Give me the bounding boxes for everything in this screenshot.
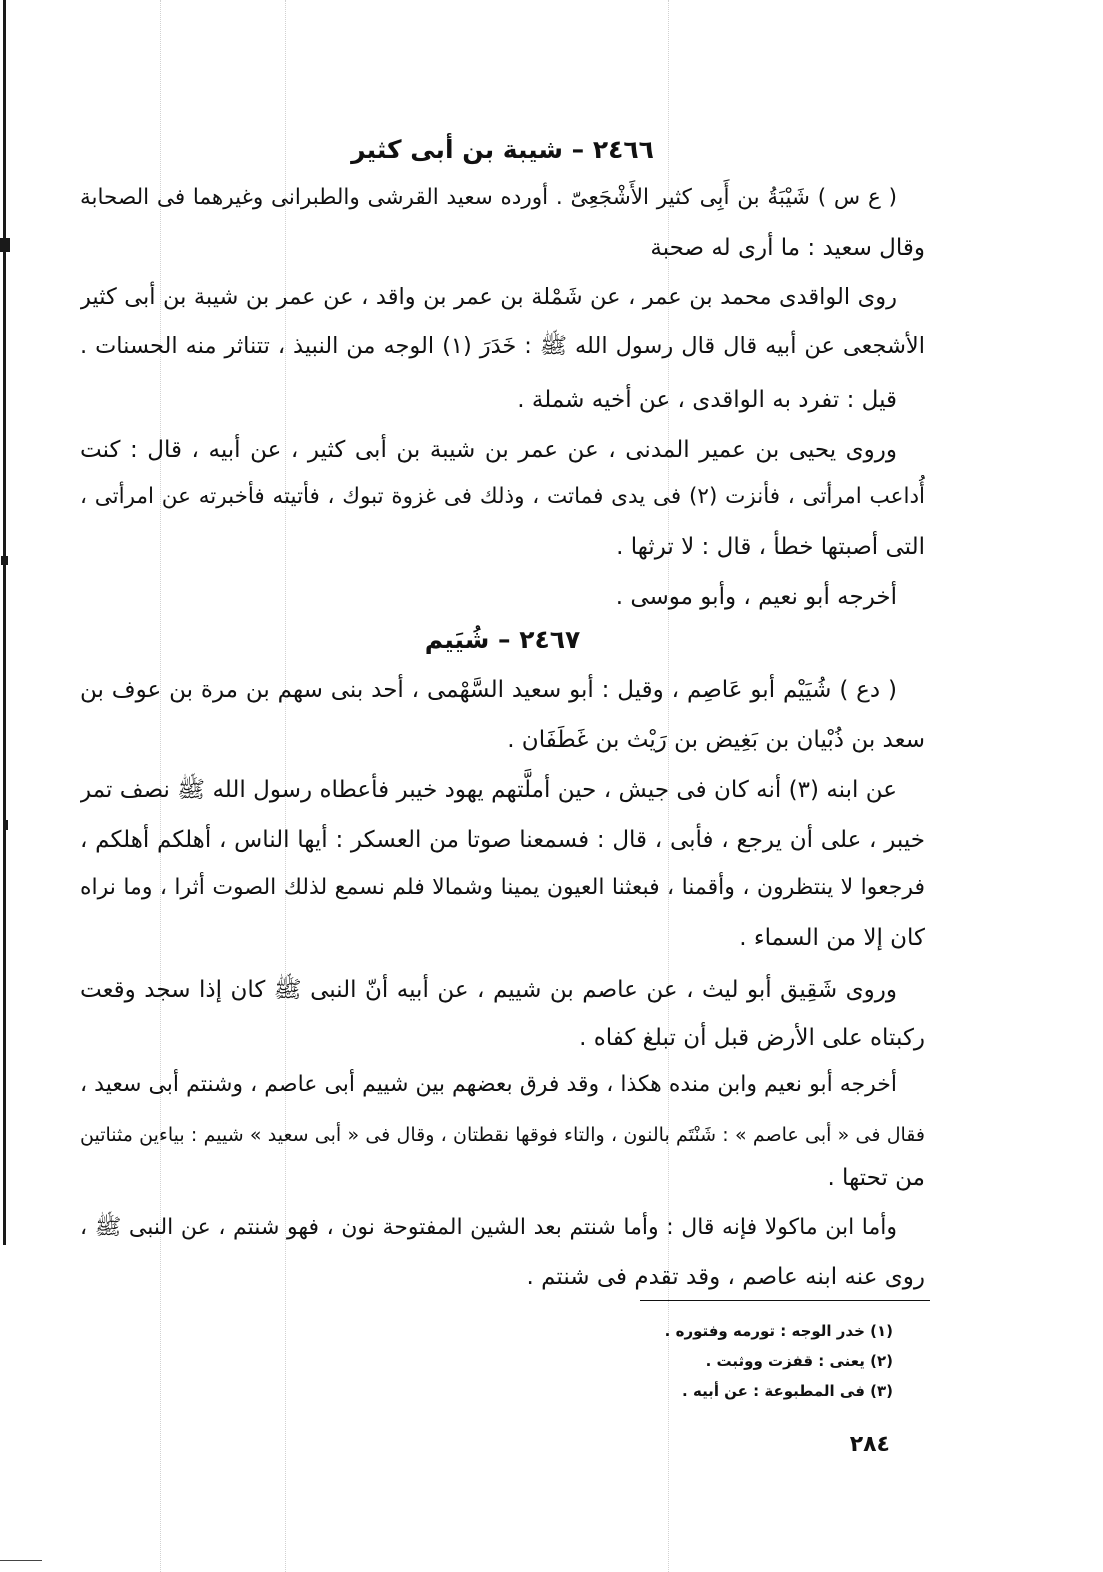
text-line: وروى يحيى بن عمير المدنى ، عن عمر بن شيبة بن أبى كثير ، عن أبيه ، قال : كنت: [80, 437, 897, 463]
text-line: روى الواقدى محمد بن عمر ، عن شَمْلة بن عمر بن واقد ، عن عمر بن شيبة بن أبى كثير: [80, 284, 897, 310]
text-line: قيل : تفرد به الواقدى ، عن أخيه شملة .: [517, 387, 897, 413]
text-line: الأشجعى عن أبيه قال قال رسول الله ﷺ : خَدَرَ (١) الوجه من النبيذ ، تتناثر منه الحسنات .: [80, 333, 925, 359]
text-line: فقال فى « أبى عاصم » : شَنْتَم بالنون ، والتاء فوقها نقطتان ، وقال فى « أبى سعيد » شييم : بياءين مثناتين: [80, 1124, 925, 1146]
text-line: أخرجه أبو نعيم ، وأبو موسى .: [615, 584, 897, 610]
text-line: ( دع ) شُيَيْم أبو عَاصِم ، وقيل : أبو سعيد السَّهْمى ، أحد بنى سهم بن مرة بن عوف بن: [80, 677, 897, 703]
text-line: أُداعب امرأتى ، فأنزت (٢) فى يدى فماتت ، وذلك فى غزوة تبوك ، فأتيته فأخبرته عن امرأتى ،: [80, 484, 925, 509]
entry-heading: ٢٤٦٧ – شُيَيم: [424, 625, 581, 654]
text-line: التى أصبتها خطأ ، قال : لا ترثها .: [616, 534, 925, 560]
footnote: (٣) فى المطبوعة : عن أبيه .: [682, 1382, 893, 1400]
text-line: ركبتاه على الأرض قبل أن تبلغ كفاه .: [579, 1025, 925, 1051]
entry-heading: ٢٤٦٦ – شيبة بن أبى كثير: [351, 135, 654, 164]
scan-edge-line: [3, 0, 6, 1245]
scan-mark: [1, 556, 8, 565]
text-line: كان إلا من السماء .: [739, 925, 925, 951]
text-line: خيبر ، على أن يرجع ، فأبى ، قال : فسمعنا صوتا من العسكر : أيها الناس ، أهلكم أهلكم ،: [80, 827, 925, 853]
text-line: وروى شَقِيق أبو ليث ، عن عاصم بن شييم ، عن أبيه أنّ النبى ﷺ كان إذا سجد وقعت: [80, 977, 897, 1003]
text-line: روى عنه ابنه عاصم ، وقد تقدم فى شنتم .: [526, 1264, 925, 1290]
scan-mark: [4, 820, 8, 830]
text-line: سعد بن ذُبْيان بن بَغِيض بن رَيْث بن غَطَفَان .: [507, 727, 925, 753]
text-line: ( ع س ) شَيْبَةُ بن أَبِى كثير الأَشْجَعِىّ . أورده سعيد القرشى والطبرانى وغيرهما فى الصحابة: [80, 185, 897, 210]
scan-mark: [0, 238, 10, 252]
text-line: فرجعوا لا ينتظرون ، وأقمنا ، فبعثنا العيون يمينا وشمالا فلم نسمع لذلك الصوت أثرا ، وما نراه: [80, 875, 925, 900]
footnote-separator: [640, 1300, 930, 1301]
text-line: وأما ابن ماكولا فإنه قال : وأما شنتم بعد الشين المفتوحة نون ، فهو شنتم ، عن النبى ﷺ ،: [80, 1215, 897, 1240]
page-number: ٢٨٤: [849, 1432, 890, 1457]
text-line: أخرجه أبو نعيم وابن منده هكذا ، وقد فرق بعضهم بين شييم أبى عاصم ، وشنتم أبى سعيد ،: [80, 1072, 897, 1097]
footnote: (١) خدر الوجه : تورمه وفتوره .: [664, 1322, 893, 1340]
scan-bottom-line: [0, 1560, 42, 1561]
text-line: عن ابنه (٣) أنه كان فى جيش ، حين أملَّتهم يهود خيبر فأعطاه رسول الله ﷺ نصف تمر: [80, 777, 897, 803]
text-line: وقال سعيد : ما أرى له صحبة: [650, 235, 925, 261]
footnote: (٢) يعنى : قفزت ووثبت .: [705, 1352, 893, 1370]
text-line: من تحتها .: [827, 1165, 925, 1191]
